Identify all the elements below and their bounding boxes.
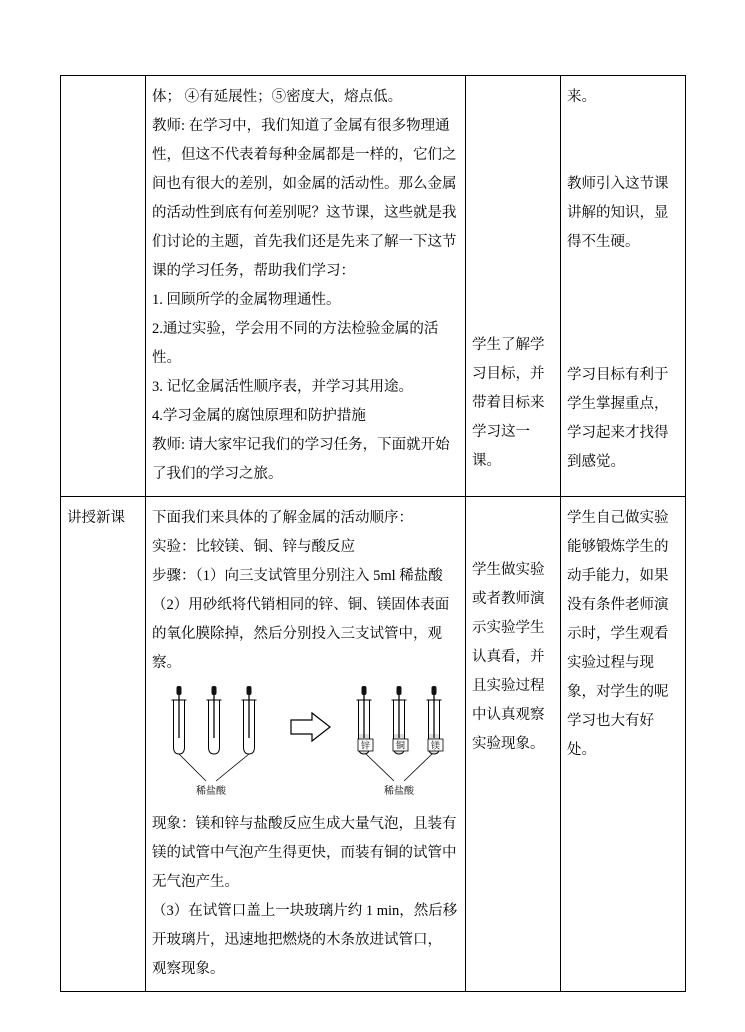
content-paragraph: 1. 回顾所学的金属物理通性。 [152,292,341,308]
acid-label-left: 稀盐酸 [196,786,226,797]
teaching-content-cell [146,76,466,497]
left-test-tubes-group [172,686,257,781]
teaching-content-cell [146,497,466,992]
section-label-cell [61,497,146,992]
content-paragraph: 实验：比较镁、铜、锌与酸反应 [152,539,355,555]
content-paragraph: （3）在试管口盖上一块玻璃片约 1 min，然后移开玻璃片，迅速地把燃烧的木条放进试管口， 观察现象。 [152,903,458,977]
lesson-plan-table [60,75,686,992]
design-intent-text: 来。 [567,89,596,105]
design-intent-text: 学习目标有利于学生掌握重点，学习起来才找得到感觉。 [567,367,669,470]
content-paragraph: 教师: 在学习中，我们知道了金属有很多物理通性，但这不代表着每种金属都是一样的，它们之间也有很大的差别，如金属的活动性。那么金属的活动性到底有何差别呢？这节课，这些就是我们讨论的主题，首先我们还是先来了解一下这节课的学习任务，帮助我们学习： [152,118,457,279]
section-label-cell [61,76,146,497]
content-paragraph: 3. 记忆金属活性顺序表，并学习其用途。 [152,379,413,395]
dropper-icon [247,686,252,695]
content-paragraph: 步骤：（1）向三支试管里分别注入 5ml 稀盐酸 [152,568,443,584]
student-activity-cell [466,76,561,497]
design-intent-text: 学生自己做实验能够锻炼学生的动手能力，如果没有条件老师演示时，学生观看实验过程与现象，对学生的呢学习也大有好处。 [567,510,669,758]
student-activity-cell [466,497,561,992]
design-intent-cell [561,497,686,992]
content-paragraph: 现象：镁和锌与盐酸反应生成大量气泡，且装有镁的试管中气泡产生得更快，而装有铜的试管中无气泡产生。 [152,816,457,890]
metal-label-cu: 铜 [395,740,406,751]
table-row-new-lesson [61,497,686,992]
arrow-icon [291,713,330,741]
dropper-icon [362,686,367,695]
dropper-icon [432,686,437,695]
content-paragraph: 4.学习金属的腐蚀原理和防护措施 [152,408,366,424]
right-test-tubes-group [357,686,444,781]
dropper-icon [212,686,217,695]
section-label-text: 讲授新课 [67,510,125,526]
metal-label-zn: 锌 [360,740,371,751]
content-paragraph: 教师: 请大家牢记我们的学习任务，下面就开始了我们的学习之旅。 [152,437,450,482]
metal-label-mg: 镁 [430,740,441,751]
dropper-icon [177,686,182,695]
design-intent-text: 教师引入这节课讲解的知识，显得不生硬。 [567,176,669,250]
dropper-icon [397,686,402,695]
table-row-intro [61,76,686,497]
design-intent-cell [561,76,686,497]
content-paragraph: （2）用砂纸将代销相同的锌、铜、镁固体表面的氧化膜除掉，然后分别投入三支试管中，观察。 [152,597,450,671]
student-activity-text: 学生了解学习目标，并带着目标来学习这一课。 [472,337,545,469]
content-paragraph: 体； ④有延展性；⑤密度大，熔点低。 [152,89,403,105]
content-paragraph: 2.通过实验，学会用不同的方法检验金属的活性。 [152,321,439,366]
content-paragraph: 下面我们来具体的了解金属的活动顺序： [152,510,413,526]
experiment-diagram [154,686,459,808]
acid-label-right: 稀盐酸 [384,786,414,797]
student-activity-text: 学生做实验或者教师演示实验学生认真看，并且实验过程中认真观察实验现象。 [472,562,545,752]
